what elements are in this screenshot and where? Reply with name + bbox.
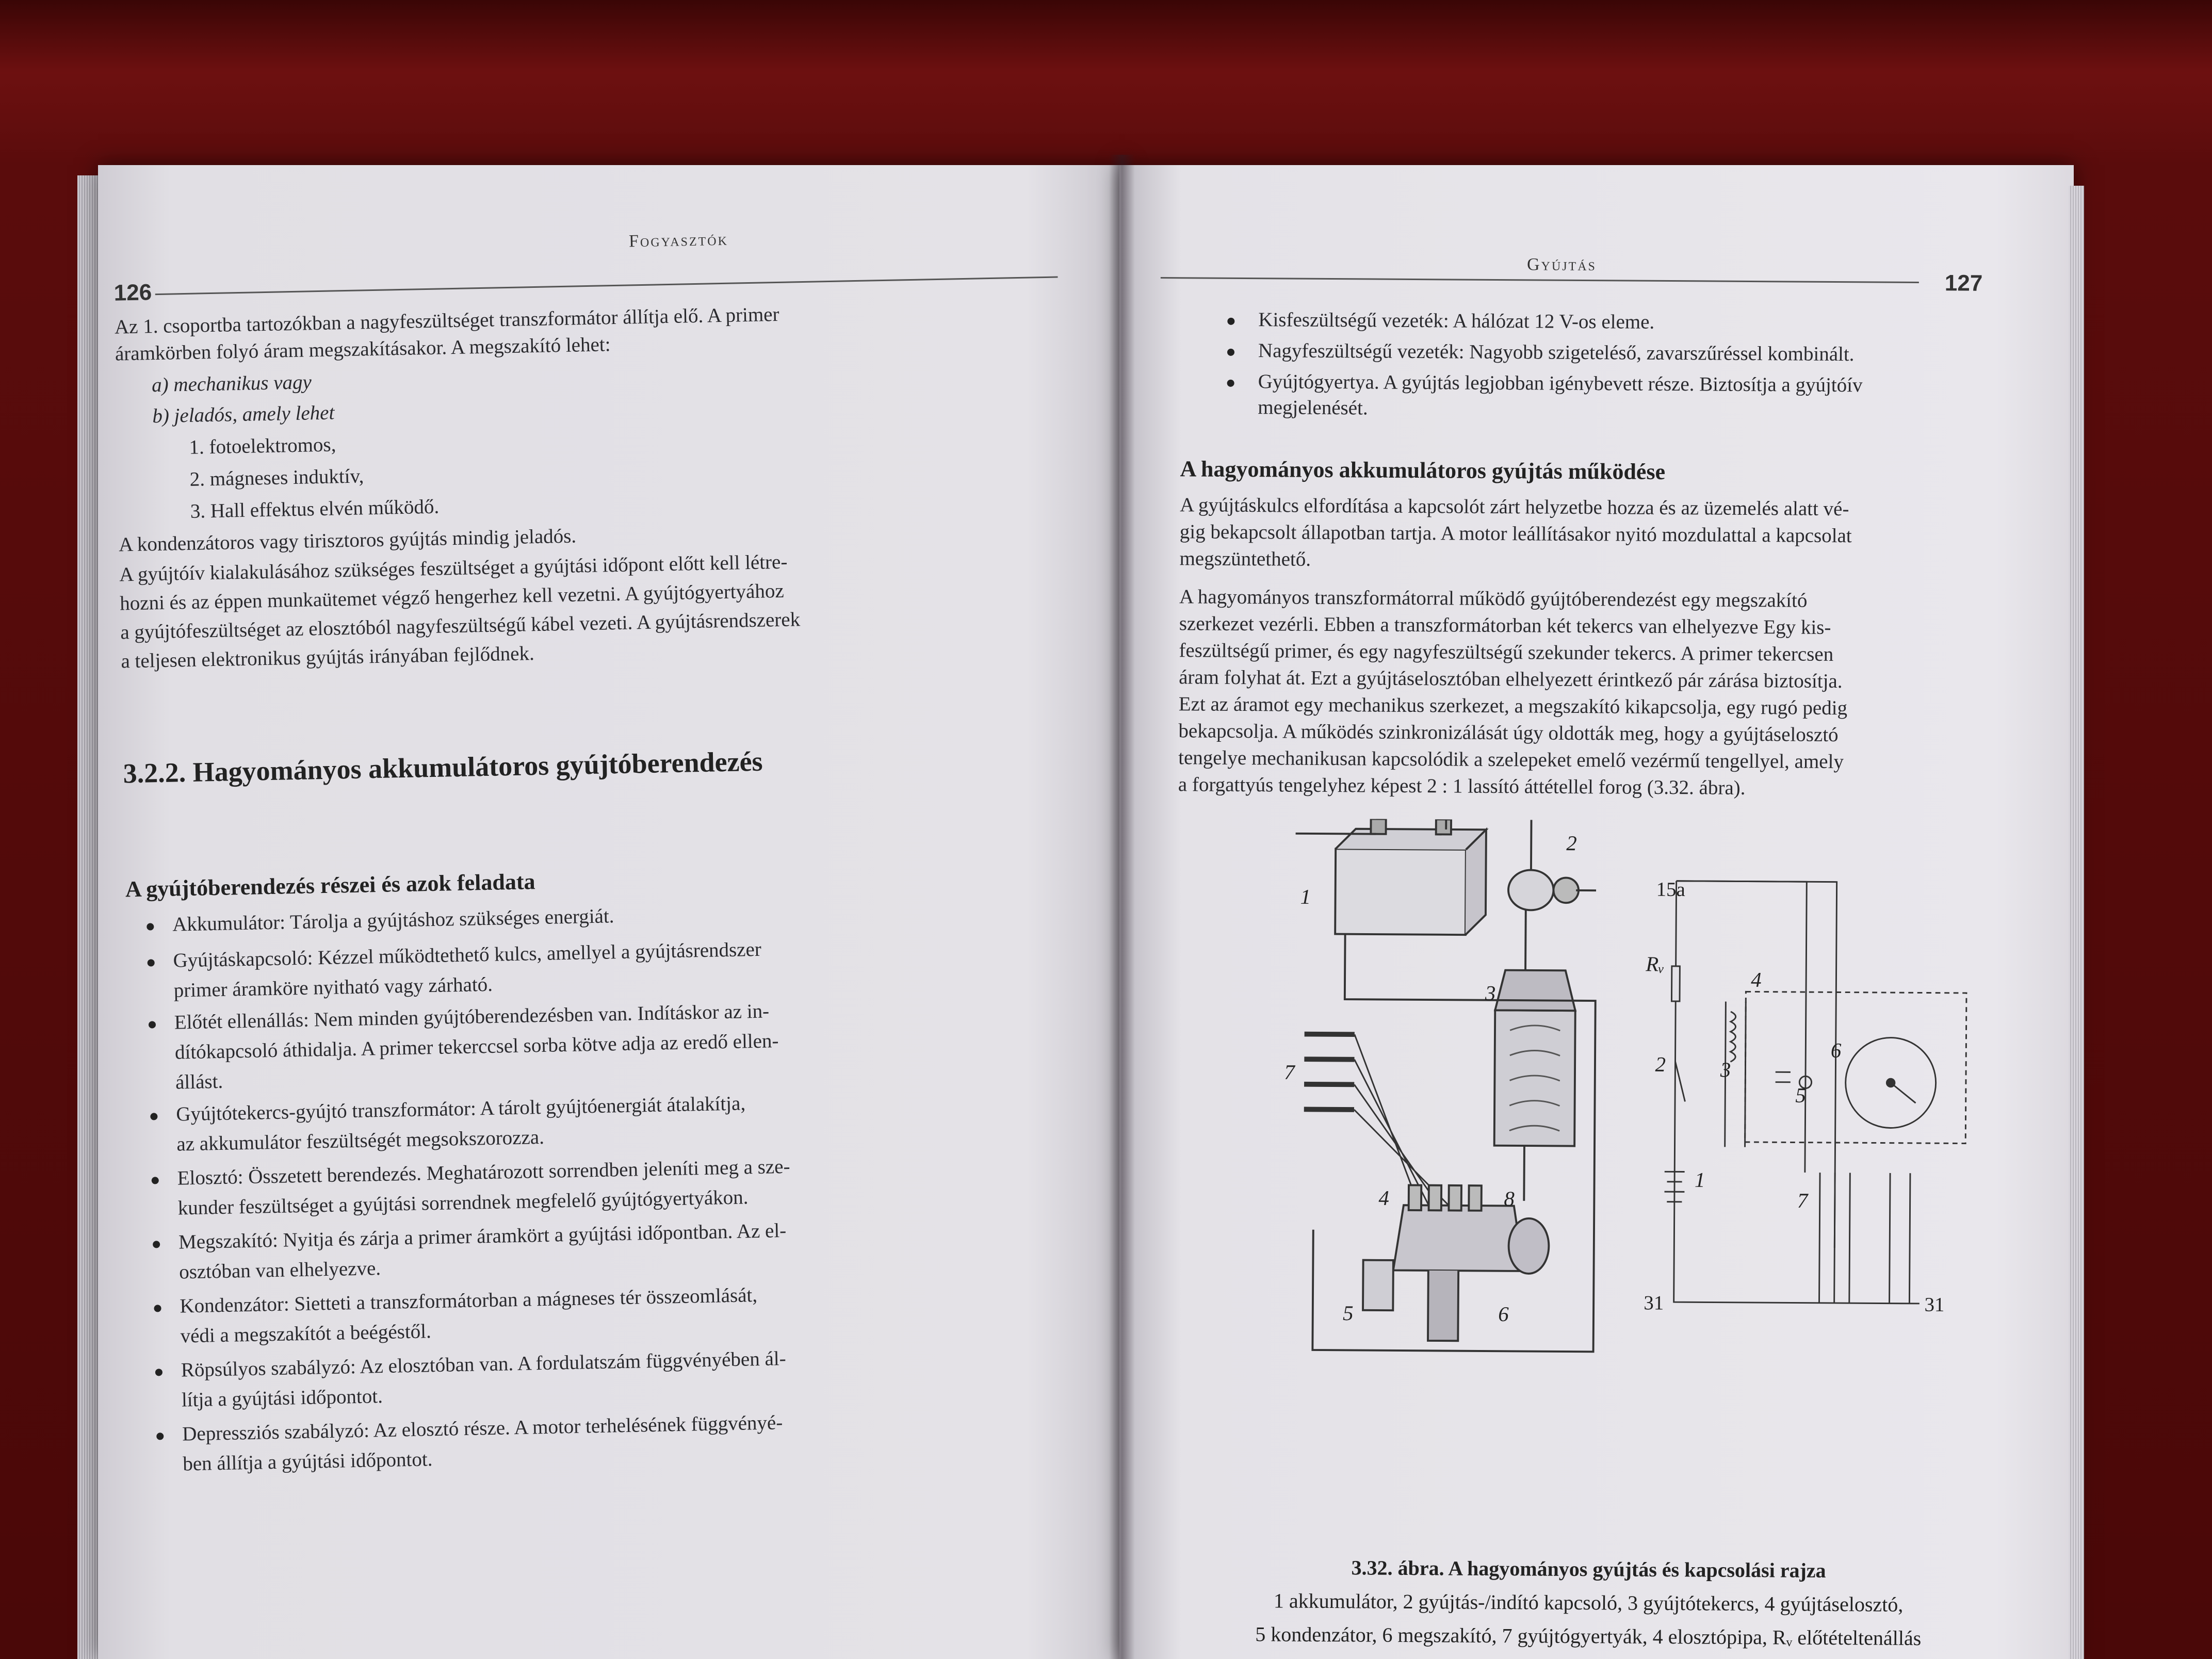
bullet-dot [150, 1113, 157, 1120]
paragraph-line: a gyújtófeszültséget az elosztóból nagyfeszültségű kábel vezeti. A gyújtásrendszerek [120, 608, 801, 644]
circuit-schematic [1664, 881, 1967, 1304]
figure-label: 1 [1300, 885, 1311, 909]
bullet-line: Depressziós szabályzó: Az elosztó része. A motor terhelésének függvényé- [182, 1411, 783, 1445]
figure-caption-line: 1 akkumulátor, 2 gyújtás-/indító kapcsoló, 3 gyújtótekercs, 4 gyújtáselosztó, [1273, 1589, 1904, 1616]
bullet-dot [148, 959, 155, 966]
bullet-dot [1227, 380, 1234, 387]
bullet-line: Gyújtótekercs-gyújtó transzformátor: A tárolt gyújtóenergiát átalakítja, [175, 1092, 746, 1126]
sub-item: 1. fotoelektromos, [189, 433, 336, 459]
figure-label: 1 [1694, 1168, 1705, 1192]
bullet-line: Kisfeszültségű vezeték: A hálózat 12 V-os eleme. [1258, 308, 1655, 333]
intro-line: áramkörben folyó áram megszakításakor. A megszakító lehet: [115, 333, 611, 365]
figure-label: 3 [1720, 1058, 1731, 1082]
bullet-dot [154, 1305, 161, 1312]
bullet-line: Gyújtáskapcsoló: Kézzel működtethető kulcs, amellyel a gyújtásrendszer [173, 938, 762, 972]
bullet-line: ben állítja a gyújtási időpontot. [182, 1448, 433, 1475]
ignition-diagram [1215, 818, 2024, 1535]
figure-label: 6 [1498, 1302, 1509, 1326]
paragraph-line: feszültségű primer, és egy nagyfeszültségű szekunder tekercs. A primer tekercsen [1179, 639, 1834, 665]
subheading: A hagyományos akkumulátoros gyújtás működése [1180, 456, 1666, 484]
bullet-dot [147, 923, 154, 930]
paragraph-line: áram folyhat át. Ezt a gyújtáselosztóban elhelyezett érintkező pár zárása biztosítja. [1179, 666, 1843, 693]
bullet-dot [1227, 318, 1234, 325]
page-number: 127 [1944, 270, 1983, 296]
figure-label: 2 [1566, 832, 1577, 855]
subheading: A gyújtóberendezés részei és azok feladata [125, 869, 535, 902]
figure-label: Rᵥ [1646, 952, 1665, 976]
bullet-line: primer áramköre nyitható vagy zárható. [173, 973, 493, 1002]
header-rule [155, 276, 1058, 295]
terminal-label: 15a [1656, 878, 1685, 901]
paragraph-line: megszüntethető. [1179, 547, 1311, 571]
bullet-line: Akkumulátor: Tárolja a gyújtáshoz szükséges energiát. [172, 905, 614, 936]
sub-item: 2. mágneses induktív, [189, 465, 364, 491]
paragraph-line: A kondenzátoros vagy tirisztoros gyújtás mindig jeladós. [118, 525, 577, 556]
distributor-drawing [1363, 1185, 1549, 1341]
bullet-dot [155, 1369, 162, 1376]
bullet-line: lítja a gyújtási időpontot. [181, 1385, 383, 1411]
ignition-switch-drawing [1508, 870, 1597, 910]
paragraph-line: gig bekapcsolt állapotban tartja. A motor leállításakor nyitó mozdulattal a kapcsolat [1179, 521, 1852, 547]
paragraph-line: A gyújtáskulcs elfordítása a kapcsolót zárt helyzetbe hozza és az üzemelés alatt vé- [1180, 494, 1849, 521]
figure-label: 4 [1751, 968, 1762, 991]
bullet-dot [153, 1241, 160, 1248]
bullet-line: Röpsúlyos szabályzó: Az elosztóban van. A fordulatszám függvényében ál- [181, 1347, 787, 1381]
figure-label: 7 [1284, 1060, 1295, 1084]
page-number: 126 [113, 280, 152, 306]
figure-label: 6 [1830, 1038, 1842, 1062]
bullet-dot [149, 1021, 156, 1028]
figure-label: 8 [1504, 1187, 1515, 1211]
book-spine-shadow [1109, 155, 1135, 1659]
right-page [1119, 165, 2074, 1659]
spark-plugs-drawing [1304, 1034, 1450, 1206]
intro-line: Az 1. csoportba tartozókban a nagyfeszültséget transzformátor állítja elő. A primer [114, 303, 779, 338]
paragraph-line: tengelye mechanikusan kapcsolódik a szelepeket emelő vezérmű tengellyel, amely [1178, 746, 1844, 773]
ignition-coil-drawing [1494, 970, 1576, 1146]
figure-label: 5 [1795, 1083, 1806, 1107]
bullet-dot [152, 1177, 159, 1184]
figure-label: 3 [1485, 981, 1496, 1005]
running-head: Fogyasztók [628, 230, 729, 251]
bullet-line: védi a megszakítót a beégéstől. [180, 1320, 432, 1347]
list-item-a: a) mechanikus vagy [151, 371, 312, 397]
paragraph-line: szerkezet vezérli. Ebben a transzformátorban két tekercs van elhelyezve Egy kis- [1179, 612, 1831, 639]
sub-item: 3. Hall effektus elvén működő. [190, 495, 440, 523]
paragraph-line: hozni és az éppen munkaütemet végző hengerhez kell vezetni. A gyújtógyertyához [119, 579, 785, 615]
battery-drawing [1335, 819, 1486, 935]
figure-caption-line: 5 kondenzátor, 6 megszakító, 7 gyújtógyertyák, 4 elosztópipa, Rᵥ előtételtenállás [1255, 1622, 1922, 1650]
bullet-line: kunder feszültséget a gyújtási sorrendnek megfelelő gyújtógyertyákon. [177, 1186, 749, 1219]
paragraph-line: a teljesen elektronikus gyújtás irányában fejlődnek. [121, 642, 535, 673]
figure-caption-title: 3.32. ábra. A hagyományos gyújtás és kapcsolási rajza [1351, 1556, 1826, 1582]
running-head: Gyújtás [1526, 255, 1597, 275]
left-page [98, 165, 1125, 1659]
figure-label: 2 [1655, 1052, 1666, 1076]
paragraph-line: bekapcsolja. A működés szinkronizálását úgy oldották meg, hogy a gyújtáselosztó [1178, 720, 1839, 746]
bullet-line: Előtét ellenállás: Nem minden gyújtóberendezésben van. Indításkor az in- [174, 1000, 770, 1034]
bullet-line: osztóban van elhelyezve. [178, 1257, 381, 1283]
list-item-b: b) jeladós, amely lehet [152, 401, 335, 428]
figure-label: 5 [1342, 1302, 1354, 1325]
paragraph-line: A gyújtóív kialakulásához szükséges feszültséget a gyújtási időpont előtt kell létre- [119, 550, 788, 586]
right-page-edges [2069, 186, 2084, 1659]
paragraph-line: Ezt az áramot egy mechanikus szerkezet, a megszakító kikapcsolja, egy rugó pedig [1178, 693, 1848, 720]
terminal-label: 31 [1924, 1293, 1945, 1316]
header-rule [1161, 277, 1919, 283]
bullet-line: Megszakító: Nyitja és zárja a primer áramkört a gyújtási időpontban. Az el- [178, 1219, 787, 1254]
bullet-line: Nagyfeszültségű vezeték: Nagyobb szigeteléső, zavarszűréssel kombinált. [1258, 339, 1855, 366]
bullet-line: Gyújtógyertya. A gyújtás legjobban igénybevett része. Biztosítja a gyújtóív [1258, 370, 1863, 397]
paragraph-line: a forgattyús tengelyhez képest 2 : 1 lassító áttétellel forog (3.32. ábra). [1178, 773, 1746, 799]
terminal-label: 31 [1644, 1292, 1664, 1314]
bullet-line: megjelenését. [1258, 396, 1368, 419]
bullet-line: állást. [175, 1070, 223, 1094]
bullet-dot [1227, 349, 1234, 356]
paragraph-line: A hagyományos transzformátorral működő gyújtóberendezést egy megszakító [1179, 585, 1808, 612]
bullet-line: dítókapcsoló áthidalja. A primer tekerccsel sorba kötve adja az eredő ellen- [174, 1030, 779, 1064]
bullet-dot [156, 1433, 164, 1440]
figure-label: 4 [1378, 1186, 1390, 1210]
bullet-line: Kondenzátor: Sietteti a transzformátorban a mágneses tér összeomlását, [180, 1284, 758, 1318]
bullet-line: az akkumulátor feszültségét megsokszorozza. [176, 1126, 545, 1156]
section-heading: 3.2.2. Hagyományos akkumulátoros gyújtóberendezés [123, 745, 763, 789]
bullet-line: Elosztó: Összetett berendezés. Meghatározott sorrendben jeleníti meg a sze- [177, 1155, 790, 1190]
figure-label: 7 [1797, 1189, 1808, 1212]
